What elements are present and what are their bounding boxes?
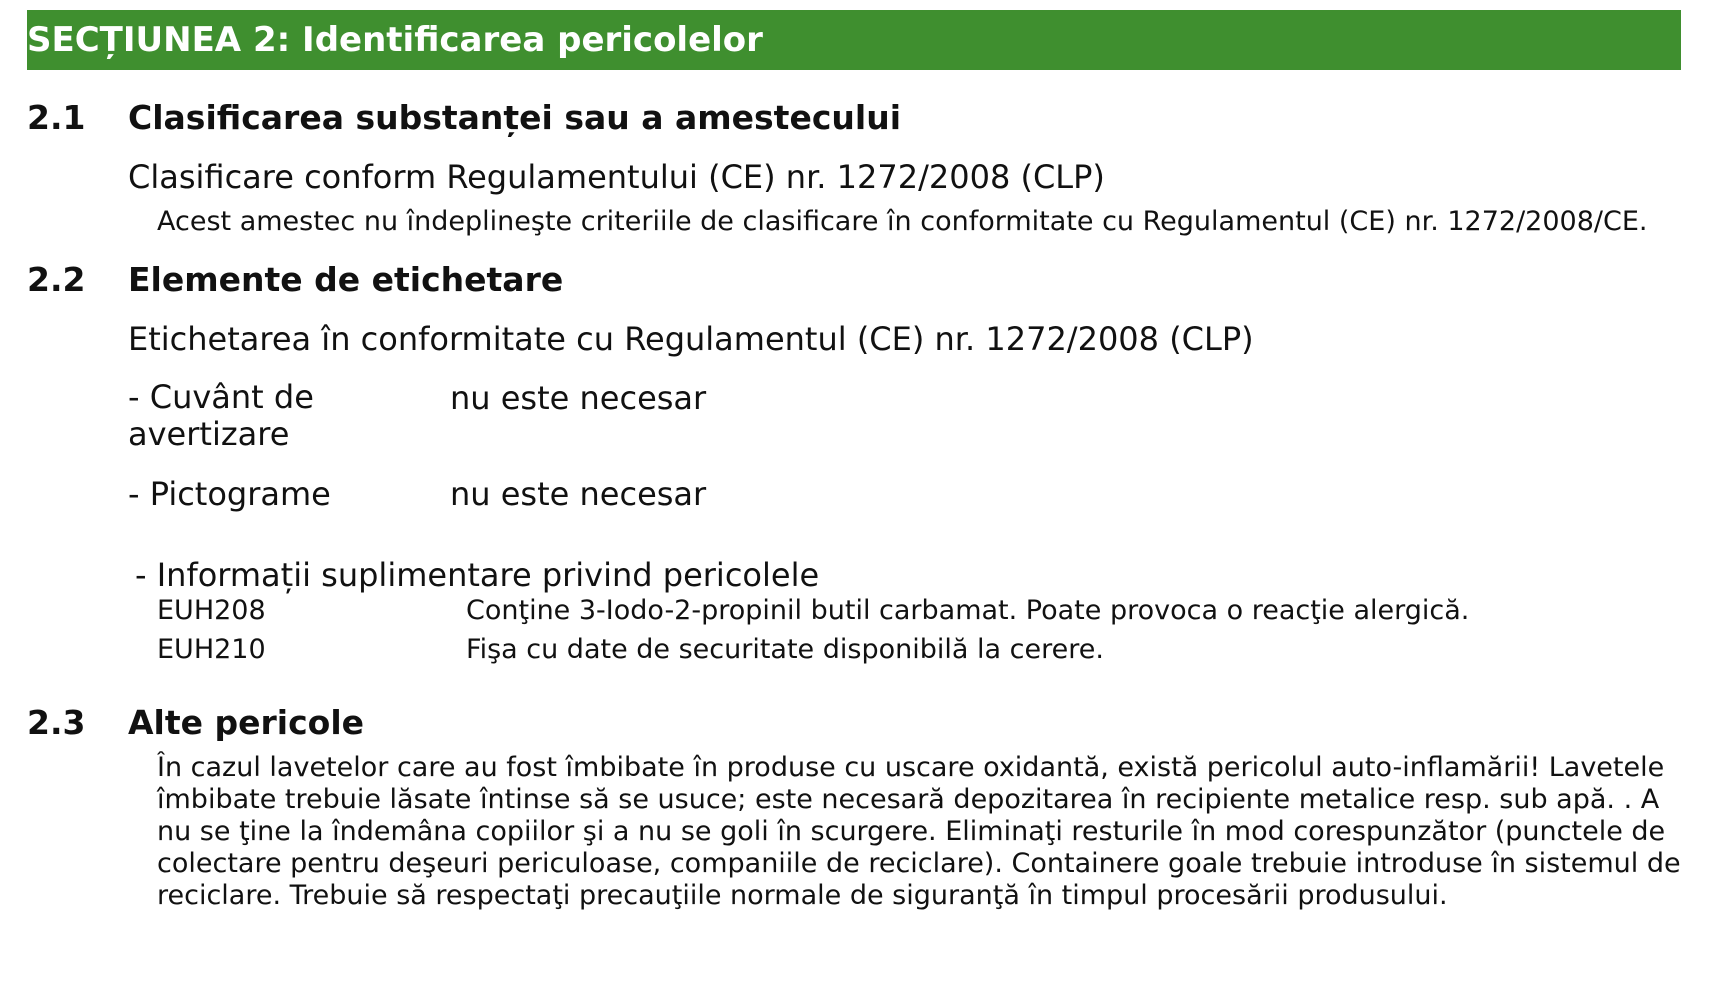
section-2-1-text: Acest amestec nu îndeplineşte criteriile de clasificare în conformitate cu Regulamentul (CE) nr. 1272/2008/CE. — [157, 206, 1648, 237]
statement-text: Fişa cu date de securitate disponibilă la cerere. — [466, 634, 1104, 665]
supplementary-info-title: - Informații suplimentare privind pericolele — [135, 556, 820, 594]
section-2-2-subtitle: Etichetarea în conformitate cu Regulamentul (CE) nr. 1272/2008 (CLP) — [128, 320, 1254, 358]
statement-code: EUH208 — [157, 595, 266, 626]
section-2-2-number: 2.2 — [27, 260, 86, 299]
section-2-3-text: În cazul lavetelor care au fost îmbibate în produse cu uscare oxidantă, există pericolul auto-inflamării! Lavetele îmbibate trebuie lăsate întinse să se usuce; este necesară depozitarea în recipiente metalice resp. sub apă. . A nu se ţine la îndemâna copiilor şi a nu se goli în scurgere. Eliminaţi resturile în mod corespunzător (punctele de colectare pentru deşeuri periculoase, companiile de reciclare). Containere goale trebuie introduse în sistemul de reciclare. Trebuie să respectaţi precauţiile normale de siguranţă în timpul procesării produsului. — [157, 752, 1681, 911]
section-2-1-subtitle: Clasificare conform Regulamentului (CE) nr. 1272/2008 (CLP) — [128, 158, 1105, 196]
pictograms-label: - Pictograme — [128, 475, 331, 513]
section-2-1-number: 2.1 — [27, 98, 86, 137]
section-2-1-title: Clasificarea substanței sau a amestecului — [128, 98, 902, 137]
signal-word-label: - Cuvânt de avertizare — [128, 378, 314, 453]
section-2-2-title: Elemente de etichetare — [128, 260, 564, 299]
section-2-3-number: 2.3 — [27, 703, 86, 742]
statement-code: EUH210 — [157, 634, 266, 665]
section-2-3-title: Alte pericole — [128, 703, 365, 742]
pictograms-value: nu este necesar — [450, 475, 707, 513]
signal-word-value: nu este necesar — [450, 379, 707, 417]
section-header: SECȚIUNEA 2: Identificarea pericolelor — [27, 10, 1681, 70]
statement-text: Conţine 3-Iodo-2-propinil butil carbamat. Poate provoca o reacţie alergică. — [466, 595, 1470, 626]
